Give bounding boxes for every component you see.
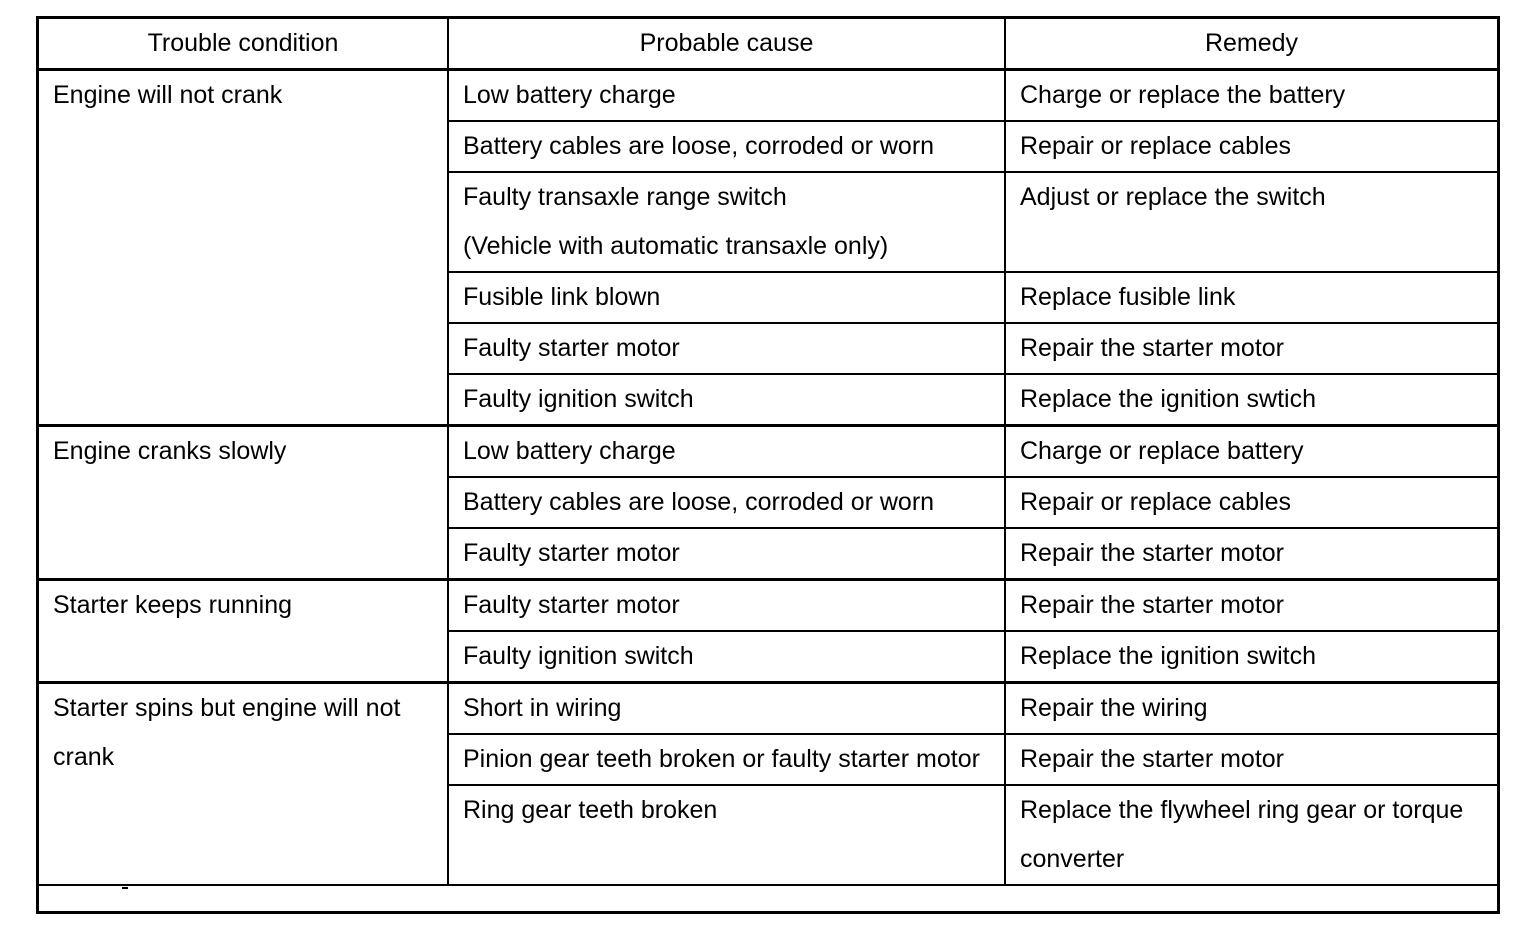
trouble-condition-cell: Starter spins but engine will not crank [38, 683, 448, 886]
remedy-cell: Replace the ignition swtich [1005, 374, 1498, 426]
cause-cell: Faulty starter motor [448, 528, 1005, 580]
remedy-cell: Repair the starter motor [1005, 734, 1498, 785]
header-probable-cause: Probable cause [448, 18, 1005, 70]
remedy-cell: Repair the starter motor [1005, 528, 1498, 580]
table-row [38, 580, 1498, 632]
table-row [38, 70, 1498, 122]
stray-mark [122, 887, 128, 889]
cause-cell: Ring gear teeth broken [448, 785, 1005, 885]
table-row [38, 426, 1498, 478]
remedy-cell: Adjust or replace the switch [1005, 172, 1498, 272]
header-trouble-condition: Trouble condition [38, 18, 448, 70]
trouble-condition-cell: Engine will not crank [38, 70, 448, 426]
table-row [38, 683, 1498, 735]
cause-cell: Low battery charge [448, 70, 1005, 122]
cause-cell: Faulty starter motor [448, 580, 1005, 632]
remedy-cell: Repair or replace cables [1005, 477, 1498, 528]
cause-text: Faulty transaxle range switch [463, 183, 787, 211]
header-row [38, 18, 1498, 70]
table-body [38, 70, 1498, 886]
remedy-cell: Replace the ignition switch [1005, 631, 1498, 683]
remedy-cell: Repair the wiring [1005, 683, 1498, 735]
remedy-cell: Repair the starter motor [1005, 323, 1498, 374]
cause-cell: Faulty ignition switch [448, 631, 1005, 683]
trouble-condition-cell: Starter keeps running [38, 580, 448, 683]
table-header [38, 18, 1498, 70]
remedy-cell: Replace the flywheel ring gear or torque converter [1005, 785, 1498, 885]
cause-cell: Pinion gear teeth broken or faulty starter motor [448, 734, 1005, 785]
cause-cell: Short in wiring [448, 683, 1005, 735]
remedy-cell: Replace fusible link [1005, 272, 1498, 323]
cause-note: (Vehicle with automatic transaxle only) [463, 232, 889, 260]
remedy-cell: Charge or replace the battery [1005, 70, 1498, 122]
cause-cell: Battery cables are loose, corroded or worn [448, 477, 1005, 528]
cause-cell: Faulty starter motor [448, 323, 1005, 374]
cause-cell: Fusible link blown [448, 272, 1005, 323]
troubleshooting-table [37, 17, 1499, 886]
cause-cell: Battery cables are loose, corroded or worn [448, 121, 1005, 172]
trouble-condition-cell: Engine cranks slowly [38, 426, 448, 580]
cause-cell: Faulty ignition switch [448, 374, 1005, 426]
header-remedy: Remedy [1005, 18, 1498, 70]
cause-cell: Low battery charge [448, 426, 1005, 478]
remedy-cell: Repair or replace cables [1005, 121, 1498, 172]
remedy-cell: Charge or replace battery [1005, 426, 1498, 478]
cause-cell [448, 172, 1005, 272]
remedy-cell: Repair the starter motor [1005, 580, 1498, 632]
